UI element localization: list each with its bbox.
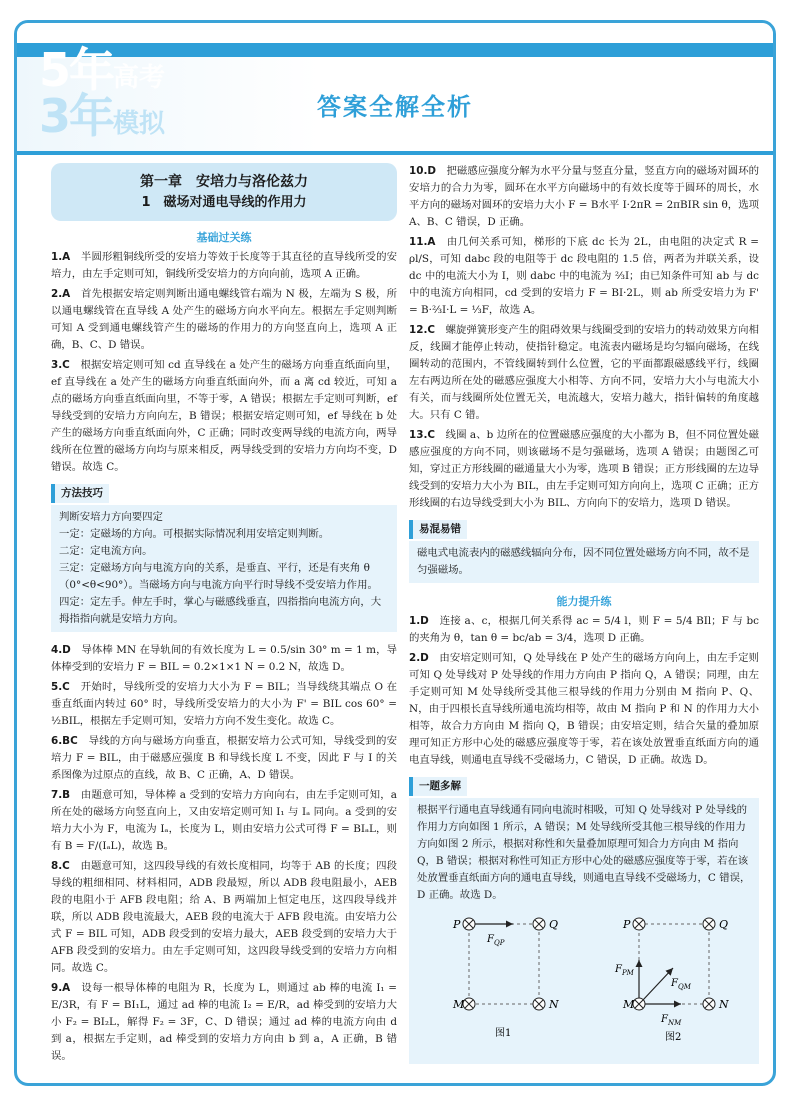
answer-text: 导线的方向与磁场方向垂直，根据安培力公式可知，导线受到的安培力 F = BIL，由于磁感应强度 B 和导线长度 L 不变，因此 F 与 I 的关系图像为过原点的直线，故 B、C 正确，A、D 错误。	[51, 735, 398, 781]
label-m-fig2: M	[623, 998, 635, 1011]
answer-text: 根据安培定则可知 cd 直导线在 a 处产生的磁场方向垂直纸面向里，ef 直导线在 a 处产生的磁场方向垂直纸面向外，而 a 离 cd 较近，可知 a 点的磁场方向垂直纸面向里，不等于零，A 错误；根据左手定则可判断，ef 导线受到的安培力方向向左，B 错误；根据安培定则可知，ef 导线在 b 处产生的磁场方向垂直纸面向外，C 正确；同时改变两导线的电流方向，两导线所在位置的磁场方向均与原来相反，两导线受到的安培力方向均不变，D 错误。故选 C。	[51, 359, 398, 473]
answer-text: 由安培定则可知，Q 处导线在 P 处产生的磁场方向向上，由左手定则可知 Q 处导线对 P 处导线的作用力方向由 P 指向 Q，A 错误；同理，由左手定则可知 M 处导线所受其他三根导线的作用力分别由 M 指向 P、Q、N，由于四根长直导线所通电流均相等，故由 M 指向 P 和 N 的作用力大小相等，故合力方向由 M 指向 Q，B 错误；由安培定则，结合矢量的叠加原理可知正方形中心处的磁感应强度等于零，若在该处放置垂直纸面方向的通电直导线，则通电直导线不受磁场力，C 错误，D 正确。故选 D。	[409, 652, 759, 766]
wire-q-fig1	[533, 918, 545, 930]
answer-item	[409, 163, 759, 231]
label-fqp: $F_{QP}$	[487, 934, 505, 947]
answer-item	[409, 613, 759, 647]
answer-number: 13.C	[409, 429, 436, 441]
confuse-body: 磁电式电流表内的磁感线辐向分布，因不同位置处磁场方向不同，故不是匀强磁场。	[409, 541, 759, 583]
force-arrow-qm	[643, 968, 673, 1000]
tip-line: 三定：定磁场方向与电流方向的关系，是垂直、平行，还是有夹角 θ（0°<θ<90°）。当磁场方向与电流方向平行时导线不受安培力作用。	[59, 562, 378, 591]
answer-text: 首先根据安培定则判断出通电螺线管右端为 N 极，左端为 S 极，所以通电螺线管在直导线 A 处产生的磁场方向水平向左。根据左手定则判断可知 A 受到通电螺线管产生的磁场的作用力的方向竖直向上，选项 A 正确，B、C、D 错误。	[51, 288, 398, 351]
label-fnm: $F_{NM}$	[661, 1014, 682, 1027]
answer-text: 设每一根导体棒的电阻为 R，长度为 L，则通过 ab 棒的电流 I₁ = E/3R，有 F = BI₁L，通过 ad 棒的电流 I₂ = E/R，ad 棒受到的安培力大小 F₂ = BI₂L，解得 F₂ = 3F，C、D 错误；通过 ad 棒的电流方向由 d 到 a，根据左手定则，ad 棒受到的安培力方向由 b 到 a，A 正确，B 错误。	[51, 982, 397, 1062]
figure-1	[452, 918, 559, 1039]
label-fpm: $F_{PM}$	[615, 964, 634, 977]
figure-svg	[417, 910, 747, 1060]
label-p-fig1: P	[453, 918, 461, 931]
answer-item	[409, 650, 759, 769]
answer-number: 4.D	[51, 644, 71, 656]
wire-n-fig2	[703, 998, 715, 1010]
answer-item	[51, 357, 397, 476]
answer-text: 连接 a、c，根据几何关系得 ac = 5/4 l，则 F = 5/4 BIl；F 与 bc 的夹角为 θ，tan θ = bc/ab = 3/4，选项 D 正确。	[409, 615, 759, 644]
answer-number: 10.D	[409, 165, 437, 177]
tips-box	[51, 484, 397, 632]
answer-text: 由题意可知，这四段导线的有效长度相同，均等于 AB 的长度；四段导线的粗细相同、材料相同，ADB 段最短，所以 ADB 段电阻最小，AEB 段的电阻小于 AFB 段电阻；给 A、B 两端加上恒定电压，这四段导线并联，所以 ADB 段电流最大，AEB 段的电流大于 AFB 段电流。由安培力公式 F = BIL 可知，ADB 段受到的安培力最大，AEB 段受到的安培力大于 AFB 段受到的安培力。由左手定则可知，这四段导线受到的安培力方向相同。故选 C。	[51, 860, 397, 974]
answer-number: 2.D	[409, 652, 429, 664]
answer-item	[409, 322, 759, 424]
answer-text: 由几何关系可知，梯形的下底 dc 长为 2L，由电阻的决定式 R = ρl/S，可知 dabc 段的电阻等于 dc 段电阻的 1.5 倍，两者为并联关系，设 dc 中的电流大小为 I，则 dabc 中的电流为 ⅔I；由已知条件可知 ab 与 dc 中的电流方向相同，cd 受到的安培力 F = BI·2L，则 ab 所受安培力为 F' = B·⅔I·L = ⅓F，故选 A。	[409, 236, 759, 316]
wire-p-fig1	[463, 918, 475, 930]
tip-line: 一定：定磁场的方向。可根据实际情况利用安培定则判断。	[59, 528, 330, 540]
answer-text: 导体棒 MN 在导轨间的有效长度为 L = 0.5/sin 30° m = 1 m，导体棒受到的安培力 F = BIL = 0.2×1×1 N = 0.2 N，故选 D。	[51, 644, 398, 673]
label-fqm: $F_{QM}$	[671, 978, 691, 991]
answer-item	[409, 234, 759, 319]
answer-text: 线圈 a、b 边所在的位置磁感应强度的大小都为 B，但不同位置处磁感应强度的方向不同，则该磁场不是匀强磁场，选项 A 错误；由题图乙可知，穿过正方形线圈的磁通量大小为零，选项 B 错误；正方形线圈的左边导线受到的安培力大小为 BIL，由左手定则可知方向向上，选项 C 正确；正方形线圈的右边导线受到大小为 BIL、方向向下的安培力，选项 D 错误。	[409, 429, 760, 509]
answer-item	[409, 427, 759, 512]
answer-item	[51, 733, 397, 784]
chapter-title: 第一章 安培力与洛伦兹力	[140, 174, 308, 190]
label-p-fig2: P	[623, 918, 631, 931]
answer-number: 9.A	[51, 982, 71, 994]
answer-text: 开始时，导线所受的安培力大小为 F = BIL；当导线绕其端点 O 在垂直纸面内转过 60° 时，导线所受安培力的大小为 F' = BIL cos 60° = ½BIL，根据左手定则可知，安培力方向不发生变化。故选 C。	[51, 681, 398, 727]
figure-2	[614, 918, 729, 1043]
right-column	[409, 163, 759, 1074]
logo-line1: 5年高考	[39, 43, 166, 97]
logo-line2: 3年模拟	[39, 89, 166, 143]
answer-text: 螺旋弹簧形变产生的阻碍效果与线圈受到的安培力的转动效果方向相反，线圈才能停止转动，使指针稳定。电流表内磁场是均匀辐向磁场，在线圈转动的范围内，不管线圈转到什么位置，它的平面都跟磁感线平行，线圈左右两边所在处的磁感应强度大小相等、方向不同，安培力大小与电流大小有关，而与线圈所处位置无关，电流越大，安培力越大，指针偏转的角度越大。只有 C 错。	[409, 324, 760, 421]
multi-text: 根据平行通电直导线通有同向电流时相吸，可知 Q 处导线对 P 处导线的作用力方向如图 1 所示，A 错误；M 处导线所受其他三根导线的作用力方向如图 2 所示，根据对称性和矢量叠加原理可知合力方向由 M 指向 Q，B 错误；根据对称性可知正方形中心处的磁感应强度等于零，若在该处放置垂直纸面方向的通电直导线，则通电直导线不受磁场力，C 错误，D 正确。故选 D。	[417, 804, 751, 901]
wire-q-fig2	[703, 918, 715, 930]
confuse-label: 易混易错	[409, 520, 467, 539]
label-q-fig2: Q	[719, 918, 729, 931]
tip-line: 判断安培力方向要四定	[59, 511, 163, 523]
answer-number: 1.A	[51, 251, 71, 263]
wire-p-fig2	[633, 918, 645, 930]
multi-label: 一题多解	[409, 777, 467, 796]
answer-item	[51, 980, 397, 1065]
answer-item	[51, 286, 397, 354]
answer-text: 半圆形粗铜线所受的安培力等效于长度等于其直径的直导线所受的安培力，由左手定则可知，铜线所受安培力的方向向前，选项 A 正确。	[51, 251, 398, 280]
answer-item	[51, 642, 397, 676]
answer-item	[51, 249, 397, 283]
wire-m-fig1	[463, 998, 475, 1010]
label-q-fig1: Q	[549, 918, 559, 931]
fig2-caption: 图2	[665, 1032, 682, 1043]
page-title: 答案全解全析	[317, 93, 473, 121]
section-title: 1 磁场对通电导线的作用力	[141, 195, 307, 210]
chapter-box	[51, 163, 397, 221]
wire-n-fig1	[533, 998, 545, 1010]
answer-number: 7.B	[51, 789, 71, 801]
answer-number: 8.C	[51, 860, 70, 872]
left-column	[51, 163, 397, 1068]
confuse-box	[409, 520, 759, 583]
answer-text: 由题意可知，导体棒 a 受到的安培力方向向右，由左手定则可知，a 所在处的磁场方向竖直向上，又由安培定则可知 I₁ 与 Iₐ 同向。a 受到的安培力大小为 F，电流为 Iₐ，长度为 L，则由安培力公式可得 F = BIₐL，则有 B = F/(IₐL)，故选 B。	[51, 789, 398, 852]
advanced-heading: 能力提升练	[556, 595, 612, 608]
answer-number: 2.A	[51, 288, 71, 300]
answer-item	[51, 679, 397, 730]
answer-number: 11.A	[409, 236, 436, 248]
label-n-fig2: N	[719, 998, 729, 1011]
page-frame	[14, 20, 776, 1086]
figures	[417, 910, 751, 1060]
label-m-fig1: M	[453, 998, 465, 1011]
answer-number: 5.C	[51, 681, 70, 693]
tips-label: 方法技巧	[51, 484, 109, 503]
answer-text: 把磁感应强度分解为水平分量与竖直分量，竖直方向的磁场对圆环的安培力的合力为零，圆环在水平方向磁场中的有效长度等于圆环的周长，水平方向的磁场对圆环的安培力大小 F = B水平 I·2πR = 2πBIR sin θ，选项 A、B、C 错误，D 正确。	[409, 165, 760, 228]
tip-line: 二定：定电流方向。	[59, 545, 153, 557]
answer-item	[51, 858, 397, 977]
tip-line: 四定：定左手。伸左手时，掌心与磁感线垂直，四指指向电流方向，大拇指指向就是安培力方向。	[59, 596, 382, 625]
header	[17, 23, 773, 155]
multi-body	[409, 798, 759, 1064]
answer-number: 3.C	[51, 359, 70, 371]
basic-heading: 基础过关练	[196, 231, 252, 244]
answer-item	[51, 787, 397, 855]
multi-box	[409, 777, 759, 1064]
answer-number: 12.C	[409, 324, 436, 336]
fig1-caption: 图1	[495, 1028, 512, 1039]
answer-number: 1.D	[409, 615, 429, 627]
answer-number: 6.BC	[51, 735, 78, 747]
label-n-fig1: N	[549, 998, 559, 1011]
tips-body	[51, 505, 397, 632]
